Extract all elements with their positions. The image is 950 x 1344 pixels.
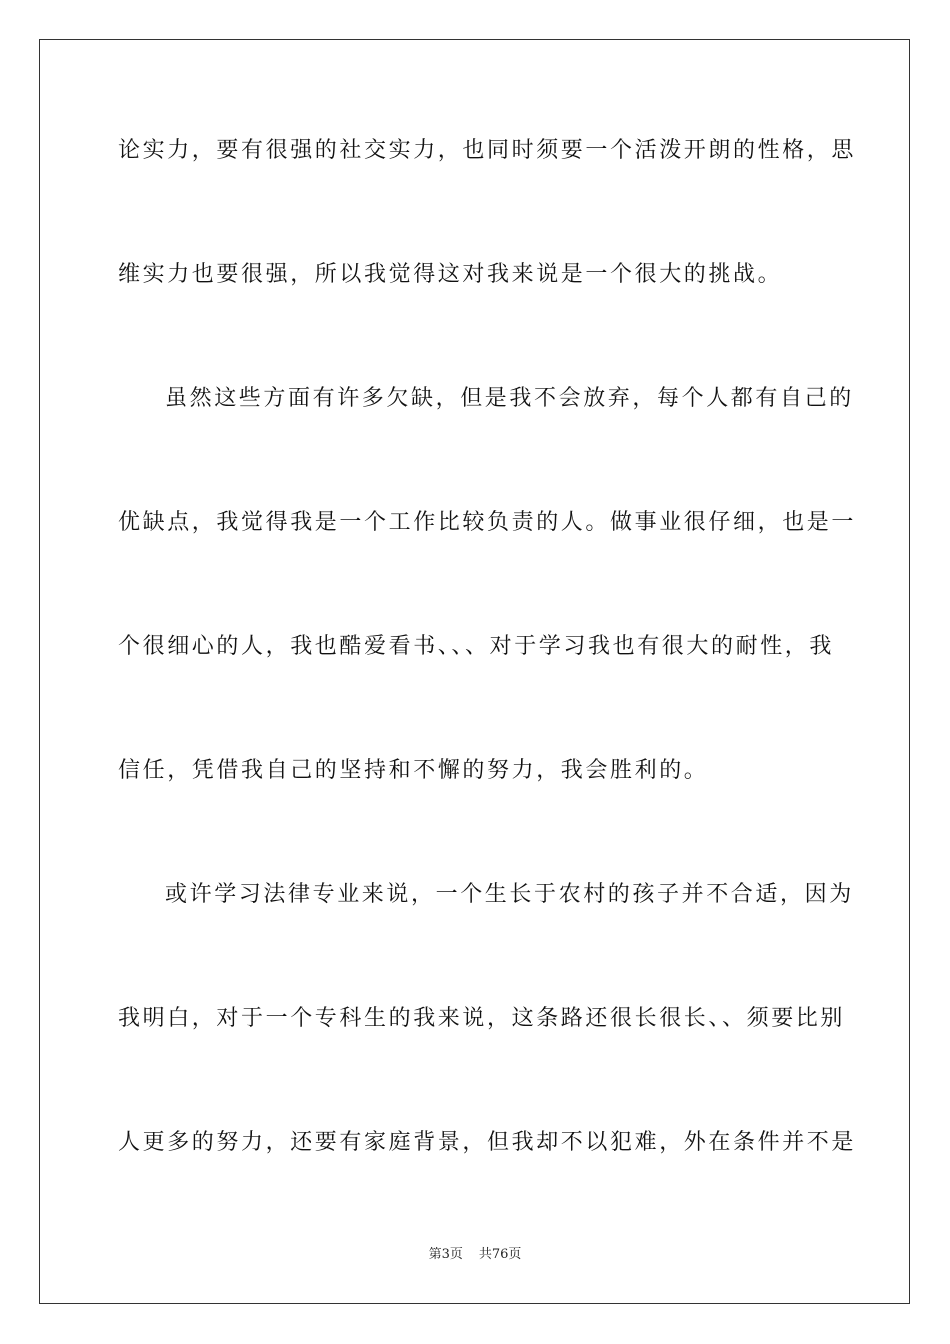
page-border — [39, 39, 910, 1304]
paragraph-line: 优缺点，我觉得我是一个工作比较负责的人。做事业很仔细，也是一 — [118, 510, 857, 535]
page-total: 共76页 — [478, 1247, 522, 1262]
paragraph-line: 维实力也要很强，所以我觉得这对我来说是一个很大的挑战。 — [118, 262, 783, 287]
paragraph-line: 信任，凭借我自己的坚持和不懈的努力，我会胜利的。 — [118, 758, 709, 783]
paragraph-line: 我明白，对于一个专科生的我来说，这条路还很长很长、、须要比别 — [118, 1006, 846, 1031]
page-number: 第3页 — [428, 1247, 463, 1262]
paragraph-line: 虽然这些方面有许多欠缺，但是我不会放弃，每个人都有自己的 — [165, 386, 854, 411]
page-footer — [0, 1246, 950, 1264]
paragraph-line: 或许学习法律专业来说，一个生长于农村的孩子并不合适，因为 — [165, 882, 854, 907]
paragraph-line: 论实力，要有很强的社交实力，也同时须要一个活泼开朗的性格，思 — [118, 138, 857, 163]
paragraph-line: 人更多的努力，还要有家庭背景，但我却不以犯难，外在条件并不是 — [118, 1130, 857, 1155]
paragraph-line: 个很细心的人，我也酷爱看书、、、对于学习我也有很大的耐性，我 — [118, 634, 835, 659]
